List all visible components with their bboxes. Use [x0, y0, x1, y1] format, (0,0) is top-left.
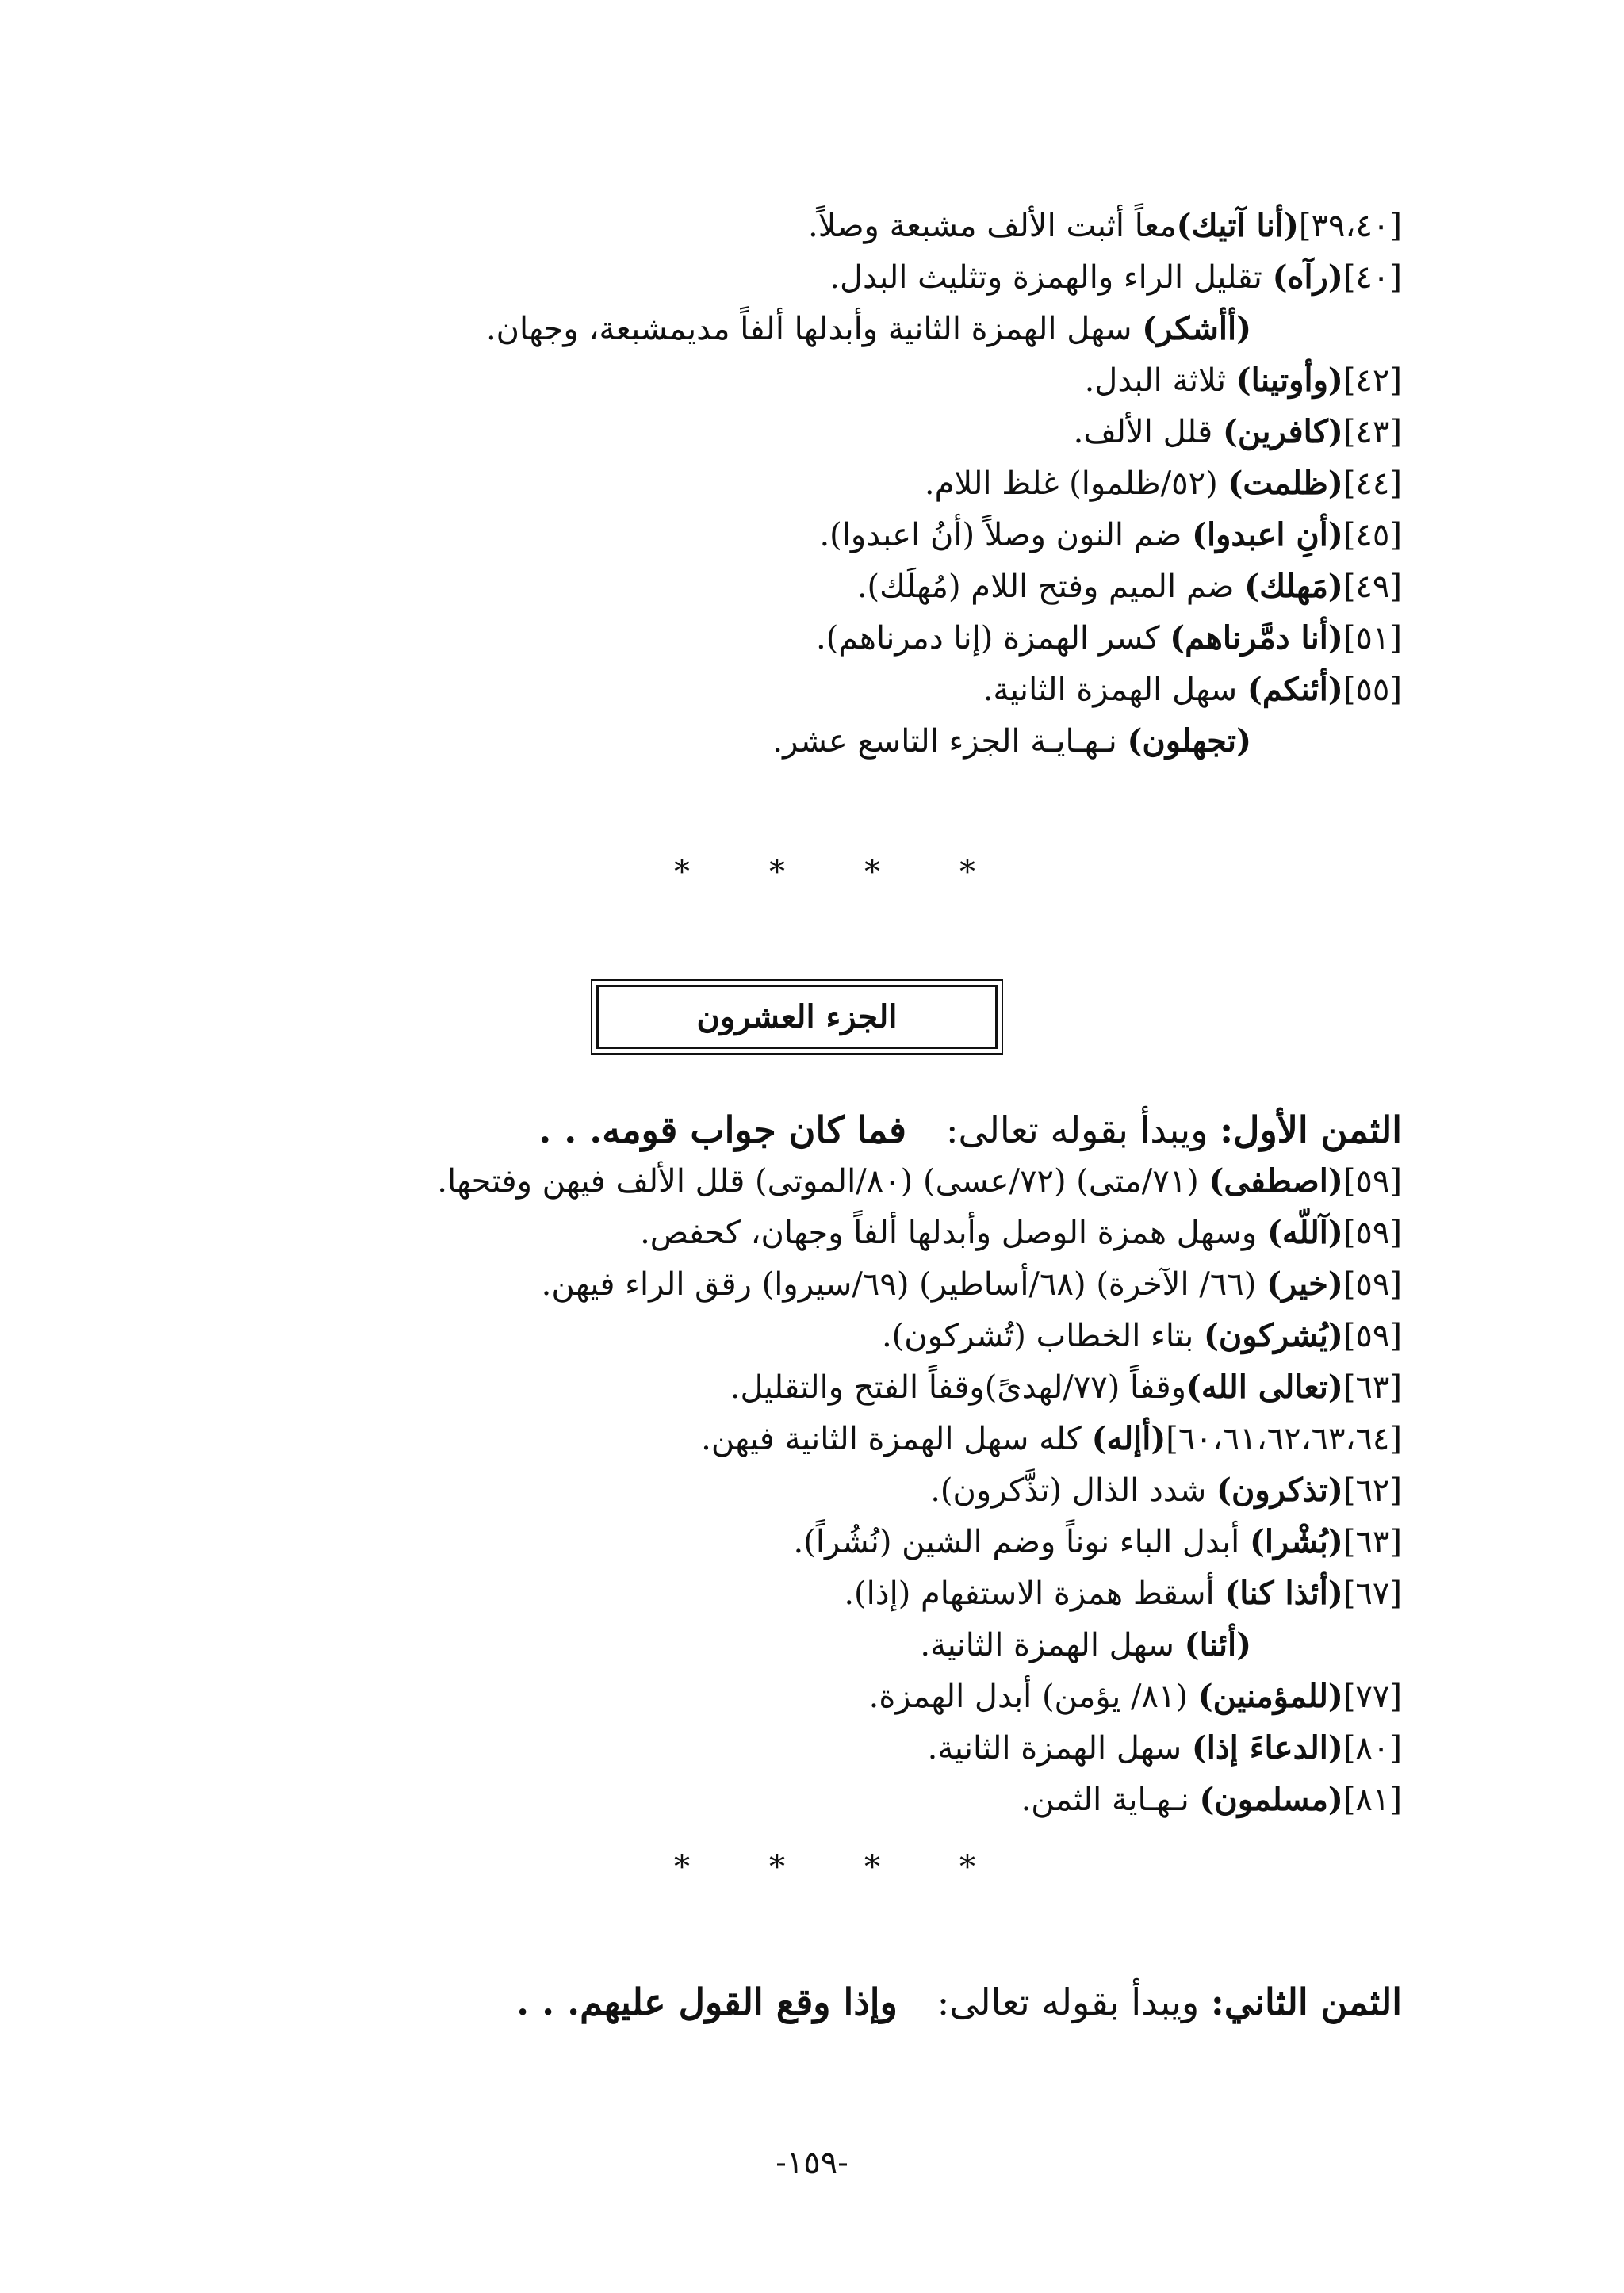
term: (كافرين)	[1222, 413, 1343, 450]
thumn-label: الثمن الثاني:	[1210, 1981, 1402, 2023]
ruling: وقفاً (٧٧/لهدىً)وقفاً الفتح والتقليل.	[730, 1369, 1186, 1406]
verse-ref: [٦٢]	[1342, 1472, 1402, 1509]
entry-line	[213, 357, 1402, 404]
verse-ref: [٨٠]	[1342, 1730, 1402, 1767]
entry-line	[213, 614, 1402, 662]
term: (تجهلون)	[1127, 722, 1251, 760]
verse-ref: [٦٠،٦١،٦٢،٦٣،٦٤]	[1166, 1421, 1402, 1457]
term: (ظلمت)	[1228, 465, 1343, 502]
ruling: (٥٢/ظلموا) غلظ اللام.	[924, 465, 1218, 502]
term: (أإله)	[1091, 1420, 1166, 1457]
term: (مسلمون)	[1199, 1781, 1343, 1818]
star-separator: * * * *	[674, 854, 975, 890]
verse-ref: [٤٩]	[1342, 568, 1402, 605]
verse-ref: [٥٥]	[1342, 672, 1402, 708]
entry-line	[213, 1364, 1402, 1411]
verse-ref: [٤٣]	[1342, 414, 1402, 450]
ruling: نـهـاية الثمن.	[1021, 1782, 1189, 1818]
ruling: قلل الألف.	[1073, 414, 1213, 450]
ruling: (٦٦/ الآخرة) (٦٨/أساطير) (٦٩/سيروا) رقق الراء فيهن.	[541, 1266, 1257, 1303]
term: (اصطفى)	[1208, 1162, 1343, 1200]
thumn-verse: وإذا وقع القول عليهم. . .	[516, 1981, 898, 2023]
thumn-intro: ويبدأ بقوله تعالى:	[936, 1981, 1200, 2023]
entry-line	[213, 202, 1402, 250]
term: (أئذا كنا)	[1224, 1575, 1343, 1612]
term: (تذكرون)	[1216, 1472, 1343, 1509]
ruling: وسهل همزة الوصل وأبدلها ألفاً وجهان، كحفص.	[640, 1215, 1258, 1251]
entry-line	[62, 1621, 1251, 1669]
term: (أنِ اعبدوا)	[1192, 516, 1343, 553]
ruling: (٨١/ يؤمن) أبدل الهمزة.	[868, 1679, 1188, 1715]
verse-ref: [٦٣]	[1342, 1369, 1402, 1406]
term: (أئنا)	[1184, 1626, 1251, 1663]
thumn-intro: ويبدأ بقوله تعالى:	[945, 1108, 1208, 1151]
term: (خير)	[1266, 1265, 1343, 1303]
entry-line	[213, 511, 1402, 559]
juz-title: الجزء العشرون	[596, 985, 998, 1049]
verse-ref: [٣٩،٤٠]	[1298, 208, 1402, 244]
ruling: سهل الهمزة الثانية.	[927, 1730, 1182, 1767]
ruling: ضم النون وصلاً (أنُ اعبدوا).	[819, 517, 1182, 553]
entry-line	[54, 1158, 1402, 1205]
ruling: شدد الذال (تذَّكرون).	[930, 1472, 1207, 1509]
page-number: -١٥٩-	[776, 2145, 848, 2181]
entry-line	[213, 408, 1402, 456]
entry-line	[213, 1261, 1402, 1308]
ruling: سهل الهمزة الثانية.	[920, 1627, 1174, 1663]
term: (أئنكم)	[1247, 671, 1343, 708]
term: (للمؤمنين)	[1197, 1678, 1343, 1715]
ruling: سهل الهمزة الثانية.	[982, 672, 1238, 708]
term: (رآه)	[1272, 258, 1343, 296]
ruling: بتاء الخطاب (تُشركون).	[881, 1318, 1194, 1354]
term: (مَهلك)	[1244, 568, 1343, 605]
entry-line	[62, 305, 1251, 353]
verse-ref: [٥٩]	[1342, 1318, 1402, 1354]
term: (أأشكر)	[1142, 310, 1251, 347]
entry-line	[213, 1209, 1402, 1257]
term: (الدعاءَ إذا)	[1191, 1729, 1343, 1767]
juz-title-box	[591, 979, 1003, 1055]
term: (أنا دمَّرناهم)	[1170, 619, 1343, 657]
verse-ref: [٥١]	[1342, 620, 1402, 657]
verse-ref: [٤٠]	[1342, 259, 1402, 296]
term: (تعالى الله)	[1185, 1369, 1343, 1406]
entry-line	[213, 1725, 1402, 1772]
ruling: معاً أثبت الألف مشبعة وصلاً.	[808, 208, 1177, 244]
ruling: أبدل الباء نوناً وضم الشين (نُشُراً).	[793, 1524, 1240, 1560]
verse-ref: [٥٩]	[1342, 1163, 1402, 1200]
ruling: (٧١/متى) (٧٢/عسى) (٨٠/الموتى) قلل الألف فيهن وفتحها.	[437, 1163, 1199, 1200]
entry-line	[213, 1518, 1402, 1566]
verse-ref: [٧٧]	[1342, 1679, 1402, 1715]
verse-ref: [٤٥]	[1342, 517, 1402, 553]
entry-line	[213, 1467, 1402, 1514]
entry-line	[213, 666, 1402, 714]
entry-line	[213, 1415, 1402, 1463]
term: (بُشْرا)	[1249, 1523, 1343, 1560]
ruling: أسقط همزة الاستفهام (إذا).	[844, 1575, 1215, 1612]
entry-line	[213, 1570, 1402, 1617]
thumn-heading	[213, 1106, 1402, 1154]
entry-line	[213, 254, 1402, 301]
entry-line	[62, 718, 1251, 765]
entry-line	[213, 460, 1402, 507]
verse-ref: [٦٧]	[1342, 1575, 1402, 1612]
thumn-label: الثمن الأول:	[1220, 1108, 1402, 1151]
entry-line	[213, 1776, 1402, 1824]
ruling: سهل الهمزة الثانية وأبدلها ألفاً مديمشبعة، وجهان.	[485, 311, 1132, 347]
term: (آللّه)	[1266, 1214, 1343, 1251]
star-separator: * * * *	[674, 1849, 975, 1885]
verse-ref: [٦٣]	[1342, 1524, 1402, 1560]
verse-ref: [٨١]	[1342, 1782, 1402, 1818]
ruling: كله سهل الهمزة الثانية فيهن.	[701, 1421, 1082, 1457]
verse-ref: [٥٩]	[1342, 1215, 1402, 1251]
term: (يُشركون)	[1203, 1317, 1343, 1354]
ruling: ثلاثة البدل.	[1084, 362, 1227, 399]
term: (أنا آتيك)	[1176, 207, 1299, 244]
ruling: كسر الهمزة (إنا دمرناهم).	[815, 620, 1160, 657]
ruling: نـهـايـة الجزء التاسع عشر.	[772, 723, 1117, 760]
verse-ref: [٤٢]	[1342, 362, 1402, 399]
ruling: تقليل الراء والهمزة وتثليث البدل.	[829, 259, 1262, 296]
ruling: ضم الميم وفتح اللام (مُهلَك).	[856, 568, 1235, 605]
verse-ref: [٥٩]	[1342, 1266, 1402, 1303]
verse-ref: [٤٤]	[1342, 465, 1402, 502]
thumn-verse: فما كان جواب قومه. . .	[538, 1108, 906, 1151]
entry-line	[213, 1312, 1402, 1360]
entry-line	[213, 563, 1402, 611]
thumn-heading	[213, 1978, 1402, 2026]
entry-line	[213, 1673, 1402, 1721]
term: (وأوتينا)	[1235, 362, 1343, 399]
